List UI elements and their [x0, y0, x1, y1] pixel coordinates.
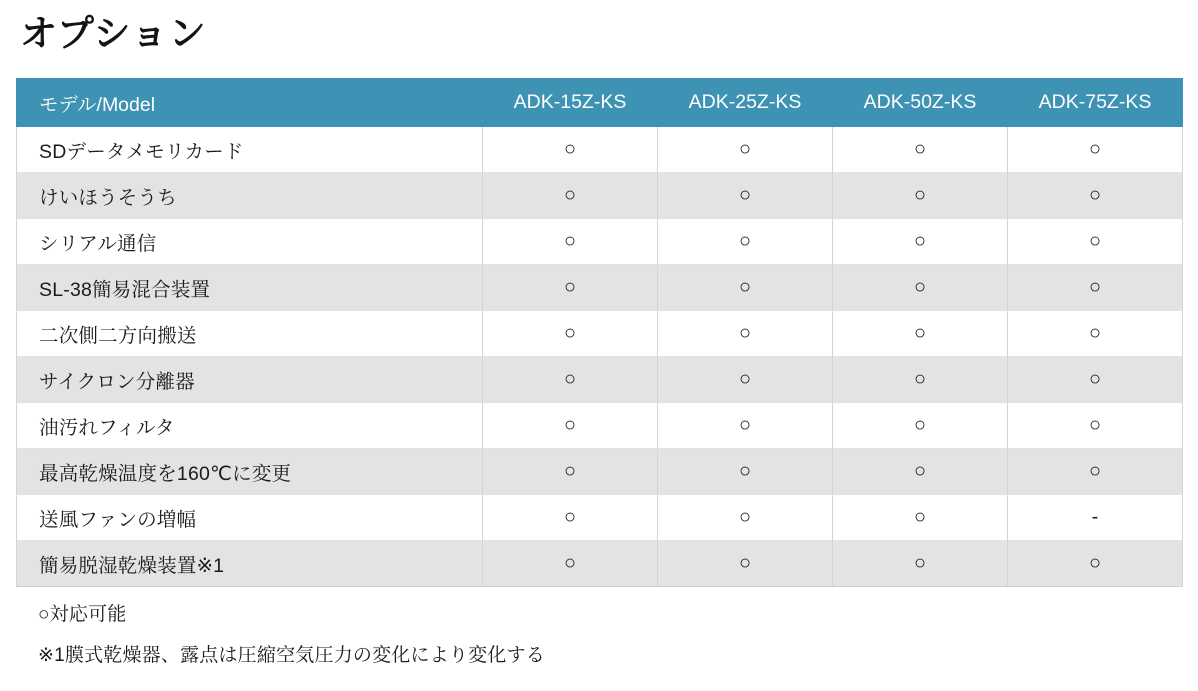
- option-mark: ○: [1008, 541, 1183, 587]
- option-mark: ○: [483, 357, 658, 403]
- option-label: サイクロン分離器: [17, 357, 483, 403]
- option-mark: ○: [483, 219, 658, 265]
- option-mark: ○: [658, 357, 833, 403]
- options-table: [16, 78, 1183, 587]
- option-label: 最高乾燥温度を160℃に変更: [17, 449, 483, 495]
- table-header: [17, 79, 1183, 127]
- table-row: [17, 127, 1183, 173]
- table-notes: [38, 605, 1182, 665]
- note-legend: ○対応可能: [38, 604, 127, 626]
- option-mark: ○: [833, 265, 1008, 311]
- page-title: オプション: [20, 13, 207, 54]
- column-header-model-label: モデル/Model: [17, 79, 483, 127]
- option-mark: ○: [1008, 449, 1183, 495]
- option-mark: ○: [483, 495, 658, 541]
- option-mark: ○: [1008, 219, 1183, 265]
- option-mark: ○: [1008, 311, 1183, 357]
- option-mark: ○: [1008, 173, 1183, 219]
- option-label: 二次側二方向搬送: [17, 311, 483, 357]
- option-mark: ○: [1008, 265, 1183, 311]
- option-mark: ○: [483, 265, 658, 311]
- column-header-model-4: ADK-75Z-KS: [1008, 79, 1183, 127]
- option-label: シリアル通信: [17, 219, 483, 265]
- table-row: [17, 541, 1183, 587]
- option-mark: ○: [833, 219, 1008, 265]
- table-row: [17, 219, 1183, 265]
- option-label: SL-38簡易混合装置: [17, 265, 483, 311]
- option-mark: ○: [658, 265, 833, 311]
- table-row: [17, 265, 1183, 311]
- option-mark: ○: [833, 173, 1008, 219]
- option-label: 簡易脱湿乾燥装置※1: [17, 541, 483, 587]
- option-mark: ○: [658, 219, 833, 265]
- table-row: [17, 495, 1183, 541]
- option-mark: ○: [1008, 357, 1183, 403]
- option-label: 油汚れフィルタ: [17, 403, 483, 449]
- option-mark: ○: [833, 449, 1008, 495]
- table-body: [17, 127, 1183, 587]
- option-mark: ○: [658, 311, 833, 357]
- table-row: [17, 311, 1183, 357]
- option-mark: ○: [658, 403, 833, 449]
- option-label: SDデータメモリカード: [17, 127, 483, 173]
- table-row: [17, 173, 1183, 219]
- option-mark: ○: [833, 311, 1008, 357]
- option-mark: ○: [658, 127, 833, 173]
- option-mark: ○: [833, 541, 1008, 587]
- option-mark: ○: [1008, 127, 1183, 173]
- column-header-model-1: ADK-15Z-KS: [483, 79, 658, 127]
- option-mark: ○: [483, 449, 658, 495]
- column-header-model-2: ADK-25Z-KS: [658, 79, 833, 127]
- table-header-row: [17, 79, 1183, 127]
- option-mark: ○: [483, 311, 658, 357]
- option-label: 送風ファンの増幅: [17, 495, 483, 541]
- option-mark: ○: [833, 495, 1008, 541]
- column-header-model-3: ADK-50Z-KS: [833, 79, 1008, 127]
- option-mark: ○: [658, 449, 833, 495]
- option-mark: ○: [833, 127, 1008, 173]
- option-mark: ○: [483, 173, 658, 219]
- option-mark: ○: [833, 357, 1008, 403]
- option-mark: ○: [658, 173, 833, 219]
- option-mark: ○: [833, 403, 1008, 449]
- option-mark: -: [1008, 495, 1183, 541]
- option-mark: ○: [658, 495, 833, 541]
- option-mark: ○: [483, 127, 658, 173]
- options-page: [0, 10, 1198, 691]
- option-mark: ○: [1008, 403, 1183, 449]
- table-row: [17, 357, 1183, 403]
- option-mark: ○: [658, 541, 833, 587]
- option-mark: ○: [483, 541, 658, 587]
- option-mark: ○: [483, 403, 658, 449]
- table-row: [17, 403, 1183, 449]
- option-label: けいほうそうち: [17, 173, 483, 219]
- note-footnote-1: ※1膜式乾燥器、露点は圧縮空気圧力の変化により変化する: [38, 645, 545, 667]
- table-row: [17, 449, 1183, 495]
